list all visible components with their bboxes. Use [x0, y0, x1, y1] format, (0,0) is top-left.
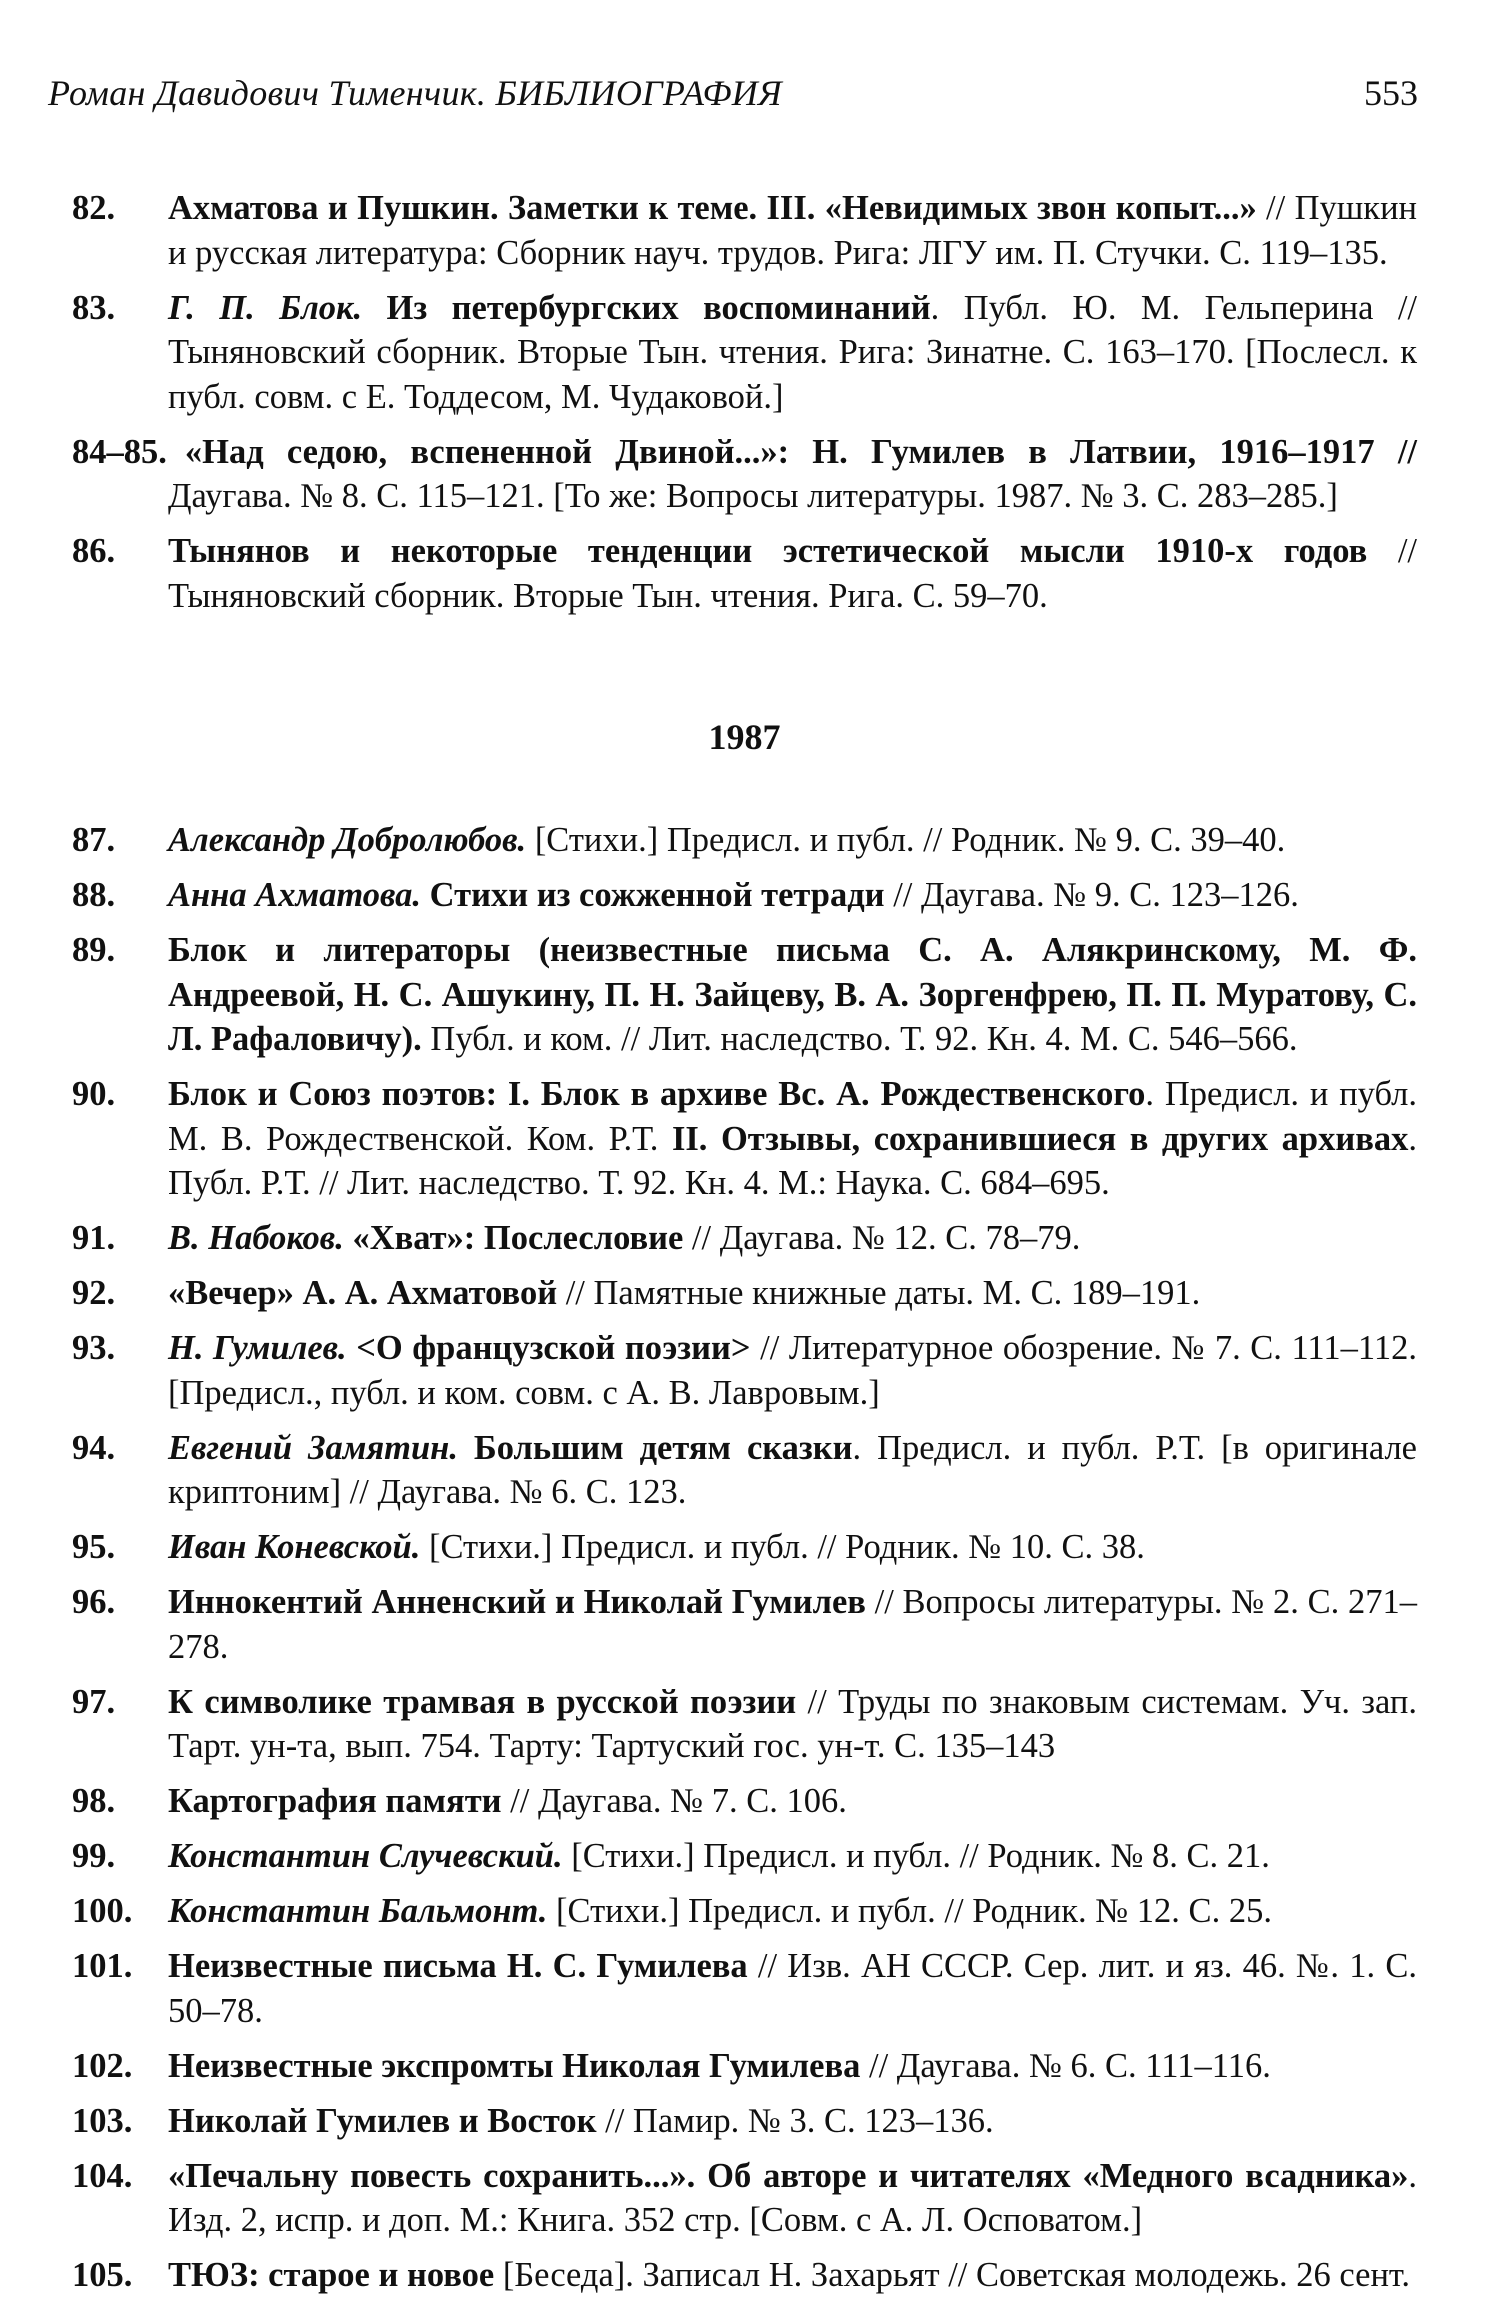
entry-details: . Изд. 2, испр. и доп. М.: Книга. 352 стр. [Совм. с А. Л. Осповатом.] [168, 2156, 1417, 2239]
bibliography-entry [72, 1326, 1417, 1415]
entry-title: <О французской поэзии> [346, 1329, 751, 1367]
entry-number: 98. [72, 1782, 116, 1820]
bibliography-entry [72, 186, 1417, 275]
entry-number: 105. [72, 2256, 133, 2294]
page-number: 553 [1364, 73, 1418, 113]
bibliography-entry [72, 1834, 1417, 1879]
bibliography-entry [72, 1271, 1417, 1316]
page-header [48, 72, 1418, 122]
bibliography-entry [72, 1072, 1417, 1206]
entry-details: // Пушкин и русская литература: Сборник науч. трудов. Рига: ЛГУ им. П. Стучки. С. 119–135. [168, 189, 1417, 272]
entry-details: // Тыняновский сборник. Вторые Тын. чтения. Рига. С. 59–70. [168, 532, 1418, 615]
entry-details: [Беседа]. Записал Н. Захарьят // Советская молодежь. 26 сент. [494, 2256, 1411, 2294]
bibliography-entry [72, 2044, 1417, 2089]
entry-title: Николай Гумилев и Восток [168, 2101, 597, 2140]
entry-number: 100. [72, 1892, 133, 1930]
entry-number: 94. [72, 1428, 116, 1467]
entry-title: «Над седою, вспененной Двиной...»: Н. Гумилев в Латвии, 1916–1917 // [184, 432, 1417, 471]
entry-number: 83. [72, 288, 116, 327]
entry-details: // Вопросы литературы. № 2. С. 271–278. [168, 1583, 1417, 1666]
entry-title: Из петербургских воспоминаний [362, 288, 931, 327]
entry-details: // Даугава. № 12. С. 78–79. [683, 1219, 1081, 1257]
bibliography-entry [72, 1426, 1417, 1515]
entry-number: 84–85. [72, 432, 167, 471]
entry-number: 96. [72, 1583, 116, 1621]
bibliography-entry [72, 1779, 1417, 1824]
bibliography-entry [72, 529, 1417, 618]
bibliography-entry [72, 1580, 1417, 1669]
entry-number: 88. [72, 876, 116, 914]
entry-title: Неизвестные письма Н. С. Гумилева [168, 1947, 748, 1985]
entry-number: 99. [72, 1837, 116, 1875]
entry-number: 91. [72, 1219, 116, 1257]
entry-author: Г. П. Блок. [168, 288, 363, 327]
entry-title: Большим детям сказки [457, 1428, 853, 1467]
entry-title: Стихи из сожженной тетради [421, 876, 885, 914]
entry-author: Константин Бальмонт. [168, 1892, 548, 1930]
bibliography-entry [72, 430, 1417, 519]
bibliography-entry [72, 2099, 1417, 2144]
bibliography-entry [72, 928, 1417, 1062]
entry-author: Н. Гумилев. [168, 1329, 347, 1367]
entry-number: 93. [72, 1329, 116, 1367]
entry-details: // Памятные книжные даты. М. С. 189–191. [557, 1274, 1201, 1312]
entry-details: [Стихи.] Предисл. и публ. // Родник. № 12. С. 25. [547, 1892, 1272, 1930]
bibliography-entry [72, 1216, 1417, 1261]
entry-number: 103. [72, 2101, 133, 2140]
entry-details: // Даугава. № 7. С. 106. [501, 1782, 847, 1820]
entry-title: Ахматова и Пушкин. Заметки к теме. III. «Невидимых звон копыт...» [168, 189, 1257, 227]
entry-title: К символике трамвая в русской поэзии [168, 1682, 797, 1721]
entry-number: 90. [72, 1075, 116, 1113]
bibliography-entry [72, 1680, 1417, 1769]
entry-details: // Изв. АН СССР. Сер. лит. и яз. 46. №. 1. С. 50–78. [168, 1947, 1417, 2030]
bibliography-entry [72, 1525, 1417, 1570]
entry-title: Блок и литераторы (неизвестные письма С. А. Алякринскому, М. Ф. Андреевой, Н. С. Ашукину, П. Н. Зайцеву, В. А. Зоргенфрею, П. П. Муратову, С. Л. Рафаловичу). [168, 931, 1417, 1058]
entry-details: Публ. и ком. // Лит. наследство. Т. 92. Кн. 4. М. С. 546–566. [421, 1020, 1298, 1058]
entry-details: . Предисл. и публ. Р.Т. [в оригинале криптоним] // Даугава. № 6. С. 123. [168, 1428, 1417, 1511]
entry-number: 102. [72, 2046, 133, 2085]
entry-author: Анна Ахматова. [168, 876, 422, 914]
entry-details: . Публ. Ю. М. Гельперина // Тыняновский сборник. Вторые Тын. чтения. Рига: Зинатне. С. 163–170. [Послесл. к публ. совм. с Е. Тоддесом, М. Чудаковой.] [168, 288, 1417, 416]
entry-title: Картография памяти [168, 1782, 502, 1820]
entry-details: [Стихи.] Предисл. и публ. // Родник. № 10. С. 38. [420, 1528, 1145, 1566]
entry-title: Неизвестные экспромты Николая Гумилева [168, 2046, 861, 2085]
bibliography-entry [72, 1889, 1417, 1934]
entry-number: 92. [72, 1274, 116, 1312]
entry-title: Иннокентий Анненский и Николай Гумилев [168, 1583, 866, 1621]
entry-number: 97. [72, 1682, 116, 1721]
entries-1987 [72, 818, 1417, 2308]
entry-title: «Вечер» А. А. Ахматовой [168, 1274, 558, 1312]
entry-author: В. Набоков. [168, 1219, 344, 1257]
entry-details-secondary: . Публ. Р.Т. // Лит. наследство. Т. 92. Кн. 4. М.: Наука. С. 684–695. [168, 1119, 1417, 1202]
bibliography-entry [72, 2154, 1417, 2243]
bibliography-entry [72, 1944, 1417, 2033]
bibliography-entry [72, 818, 1417, 863]
entry-title-secondary: II. Отзывы, сохранившиеся в других архивах [671, 1119, 1409, 1158]
entry-title: «Хват»: Послесловие [343, 1219, 684, 1257]
entry-details: [Стихи.] Предисл. и публ. // Родник. № 8. С. 21. [562, 1837, 1270, 1875]
entry-title: ТЮЗ: старое и новое [168, 2256, 495, 2294]
entry-details: Даугава. № 8. С. 115–121. [То же: Вопросы литературы. 1987. № 3. С. 283–285.] [168, 477, 1338, 515]
bibliography-entry [72, 873, 1417, 918]
entry-number: 104. [72, 2156, 133, 2195]
entry-details: // Литературное обозрение. № 7. С. 111–112. [Предисл., публ. и ком. совм. с А. В. Лавровым.] [168, 1329, 1417, 1412]
entry-author: Евгений Замятин. [168, 1428, 458, 1467]
entry-author: Александр Добролюбов. [168, 821, 527, 859]
running-title: Роман Давидович Тименчик. БИБЛИОГРАФИЯ [48, 73, 783, 113]
entry-author: Иван Коневской. [168, 1528, 421, 1566]
entry-details: // Памир. № 3. С. 123–136. [596, 2101, 994, 2140]
entry-details: [Стихи.] Предисл. и публ. // Родник. № 9. С. 39–40. [526, 821, 1286, 859]
entry-number: 86. [72, 532, 116, 570]
entry-number: 101. [72, 1947, 133, 1985]
entry-details: . Предисл. и публ. М. В. Рождественской. Ком. Р.Т. [168, 1075, 1417, 1158]
entry-number: 89. [72, 931, 116, 969]
entry-number: 82. [72, 189, 116, 227]
entry-details: // Труды по знаковым системам. Уч. зап. Тарт. ун-та, вып. 754. Тарту: Тартуский гос. ун-т. С. 135–143 [168, 1682, 1417, 1765]
entry-number: 95. [72, 1528, 116, 1566]
entry-title: Блок и Союз поэтов: I. Блок в архиве Вс. А. Рождественского [168, 1075, 1146, 1113]
bibliography-entry [72, 2253, 1417, 2298]
entry-title: Тынянов и некоторые тенденции эстетической мысли 1910-х годов [168, 532, 1368, 570]
entry-details: // Даугава. № 6. С. 111–116. [860, 2046, 1271, 2085]
entry-title: «Печальну повесть сохранить...». Об авторе и читателях «Медного всадника» [168, 2156, 1409, 2195]
entry-details: // Даугава. № 9. С. 123–126. [884, 876, 1299, 914]
entry-author: Константин Случевский. [168, 1837, 563, 1875]
year-heading: 1987 [708, 717, 781, 757]
entry-number: 87. [72, 821, 116, 859]
entries-1986 [72, 186, 1417, 629]
bibliography-entry [72, 286, 1417, 420]
